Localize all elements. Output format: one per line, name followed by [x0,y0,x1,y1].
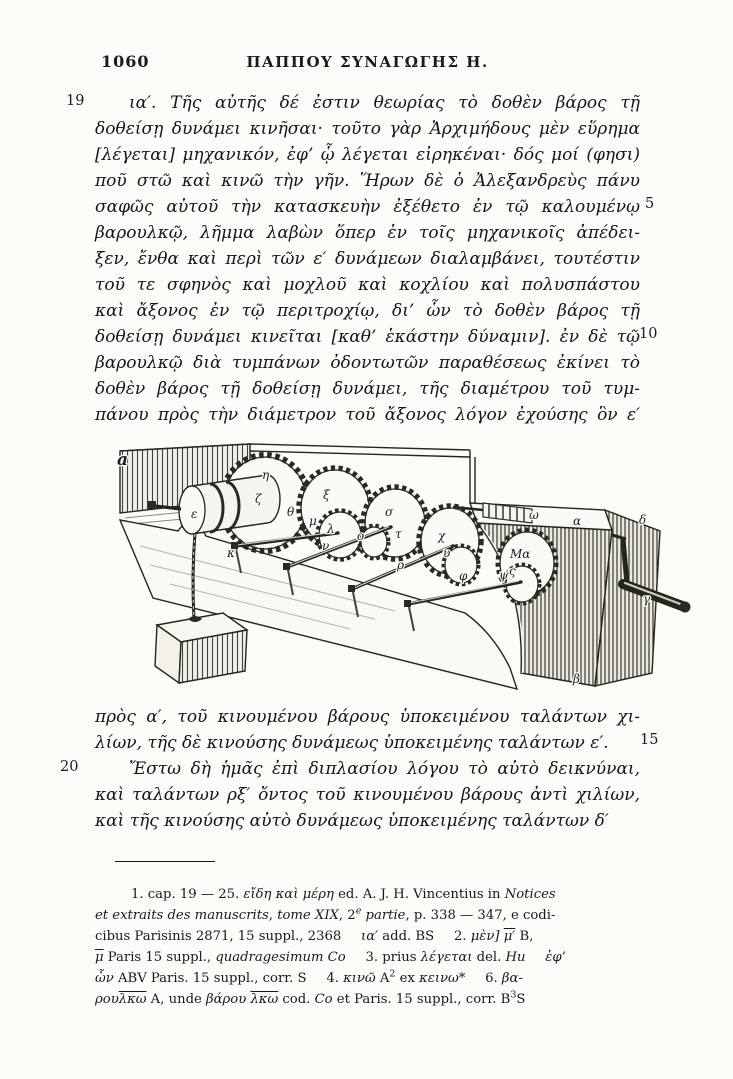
greek-text-lower [95,704,640,834]
figure-label-ma: Μα [510,547,531,561]
figure-label-zeta: ζ [255,492,262,506]
text-line: ποῦ στῶ καὶ κινῶ τὴν γῆν. Ἥρων δὲ ὁ Ἀλεξανδρεὺς πάνυ [95,171,640,191]
apparatus-line: 1. cap. 19 — 25. εἴδη καὶ μέρη ed. A. J. H. Vincentius in Notices [131,887,556,902]
apparatus-line: ὧν ABV Paris. 15 suppl., corr. S 4. κινῶ $A^2$ ex κεινω* 6. βα- [95,968,523,986]
apparatus-line: $\rho o\upsilon\overline{\lambda\kappa\omega}$ A, unde βάρου $\overline{\lambda\kappa\omega}$ cod. Co et Paris. 15 suppl., corr. $B^3S$ [95,989,526,1007]
apparatus-line: cibus Parisinis 2871, 15 suppl., 2368 ια′ add. BS 2. μὲν] μ′ B, [95,929,534,944]
figure-label-mu: μ [309,514,317,528]
text-line: [λέγεται] μηχανικόν, ἐφ’ ᾧ λέγεται εἰρηκέναι· δός μοί (φησι) [95,145,640,165]
figure-label-phi: φ [459,569,468,583]
text-line: δοθείσῃ δυνάμει κινεῖται [καθ’ ἑκάστην δύναμιν]. ἐν δὲ τῷ [95,327,640,347]
text-line: δοθὲν βάρος τῇ δοθείσῃ δυνάμει, τῆς διαμέτρου τοῦ τυμ- [95,379,640,399]
figure-label-omega: ω [529,508,539,522]
text-line: βαρουλκῷ, λῆμμα λαβὼν ὅπερ ἐν τοῖς μηχανικοῖς ἀπέδει- [95,223,640,243]
figure-label-kappa: κ [227,546,235,560]
text-line: δοθείσῃ δυνάμει κινῆσαι· τοῦτο γὰρ Ἀρχιμήδους μὲν εὕρημα [95,119,640,139]
figure-label-rho: ρ [397,558,405,572]
figure-label-stigma: ς [509,564,516,578]
text-line: πρὸς α′, τοῦ κινουμένου βάρους ὑποκειμένου ταλάντων χι- [95,707,640,727]
margin-chapter-number: 19 [66,93,85,109]
figure-label-omicron: ο [357,529,365,543]
text-line: καὶ τῆς κινούσης αὐτὸ δυνάμεως ὑποκειμένης ταλάντων δ′ [95,811,609,831]
figure-label-eta: η [262,468,270,482]
figure-label-gamma: γ [643,592,651,606]
text-line: λίων, τῆς δὲ κινούσης δυνάμεως ὑποκειμένης ταλάντων ε′. [95,733,609,753]
figure-label-epsilon: ε [191,507,198,521]
figure-label-psi: ψ [499,568,509,582]
text-line: καὶ ταλάντων ρξ′ ὄντος τοῦ κινουμένου βάρους ἀντὶ χιλίων, [95,785,640,805]
weight-block [155,613,247,683]
text-line: ξεν, ἔνθα καὶ περὶ τῶν ε′ δυνάμεων διαλαμβάνει, τουτέστιν [95,249,640,269]
footnote-rule [115,861,215,862]
margin-line-number-10: 10 [639,326,658,342]
running-title: ΠΑΠΠΟΥ ΣΥΝΑΓΩΓΗΣ Η. [246,53,489,71]
figure-label-alpha: α [573,514,582,528]
margin-line-number-5: 5 [645,196,655,212]
text-line: ια′. Τῆς αὐτῆς δέ ἐστιν θεωρίας τὸ δοθὲν βάρος τῇ [129,93,640,113]
margin-line-number-15: 15 [640,732,659,748]
figure-label-beta: β [573,672,580,686]
figure-label-upsilon: υ [443,546,451,560]
text-line: σαφῶς αὐτοῦ τὴν κατασκευὴν ἐξέθετο ἐν τῷ καλουμένῳ [95,197,640,217]
page-number: 1060 [101,52,150,71]
greek-text-upper [95,90,640,428]
figure-label-theta: θ [287,505,295,519]
figure-label-lambda: λ [327,522,335,536]
text-line: τοῦ τε σφηνὸς καὶ μοχλοῦ καὶ κοχλίου καὶ πολυσπάστου [95,275,640,295]
text-line: καὶ ἄξονος ἐν τῷ περιτροχίῳ, δι’ ὧν τὸ δοθὲν βάρος τῇ [95,301,640,321]
apparatus-line: $\overline{\mu}$ Paris 15 suppl., quadragesimum Co 3. prius λέγεται del. Hu ἐφ’ [95,950,566,965]
text-line: πάνου πρὸς τὴν διάμετρον τοῦ ἄξονος λόγον ἐχούσης ὃν ε′ [95,405,640,425]
figure-label-xi: ξ [323,488,330,502]
figure-label-chi: χ [438,529,446,543]
critical-apparatus [95,884,641,1010]
figure-label-delta: δ [639,513,647,527]
figure-label-a: a [117,450,129,470]
figure-label-nu: ν [322,539,330,553]
margin-chapter-number-20: 20 [60,759,79,775]
figure-label-tau: τ [395,527,402,541]
text-line: Ἔστω δὴ ἡμᾶς ἐπὶ διπλασίου λόγου τὸ αὐτὸ δεικνύναι, [129,759,640,779]
apparatus-line: et extraits des manuscrits, tome XIX, 2e partie, p. 338 — 347, e codi- [95,905,556,923]
text-line: βαρουλκῷ διὰ τυμπάνων ὀδοντωτῶν παραθέσεως ἐκίνει τὸ [95,353,640,373]
figure-label-sigma: σ [385,505,394,519]
baroulkos-figure [95,443,695,707]
